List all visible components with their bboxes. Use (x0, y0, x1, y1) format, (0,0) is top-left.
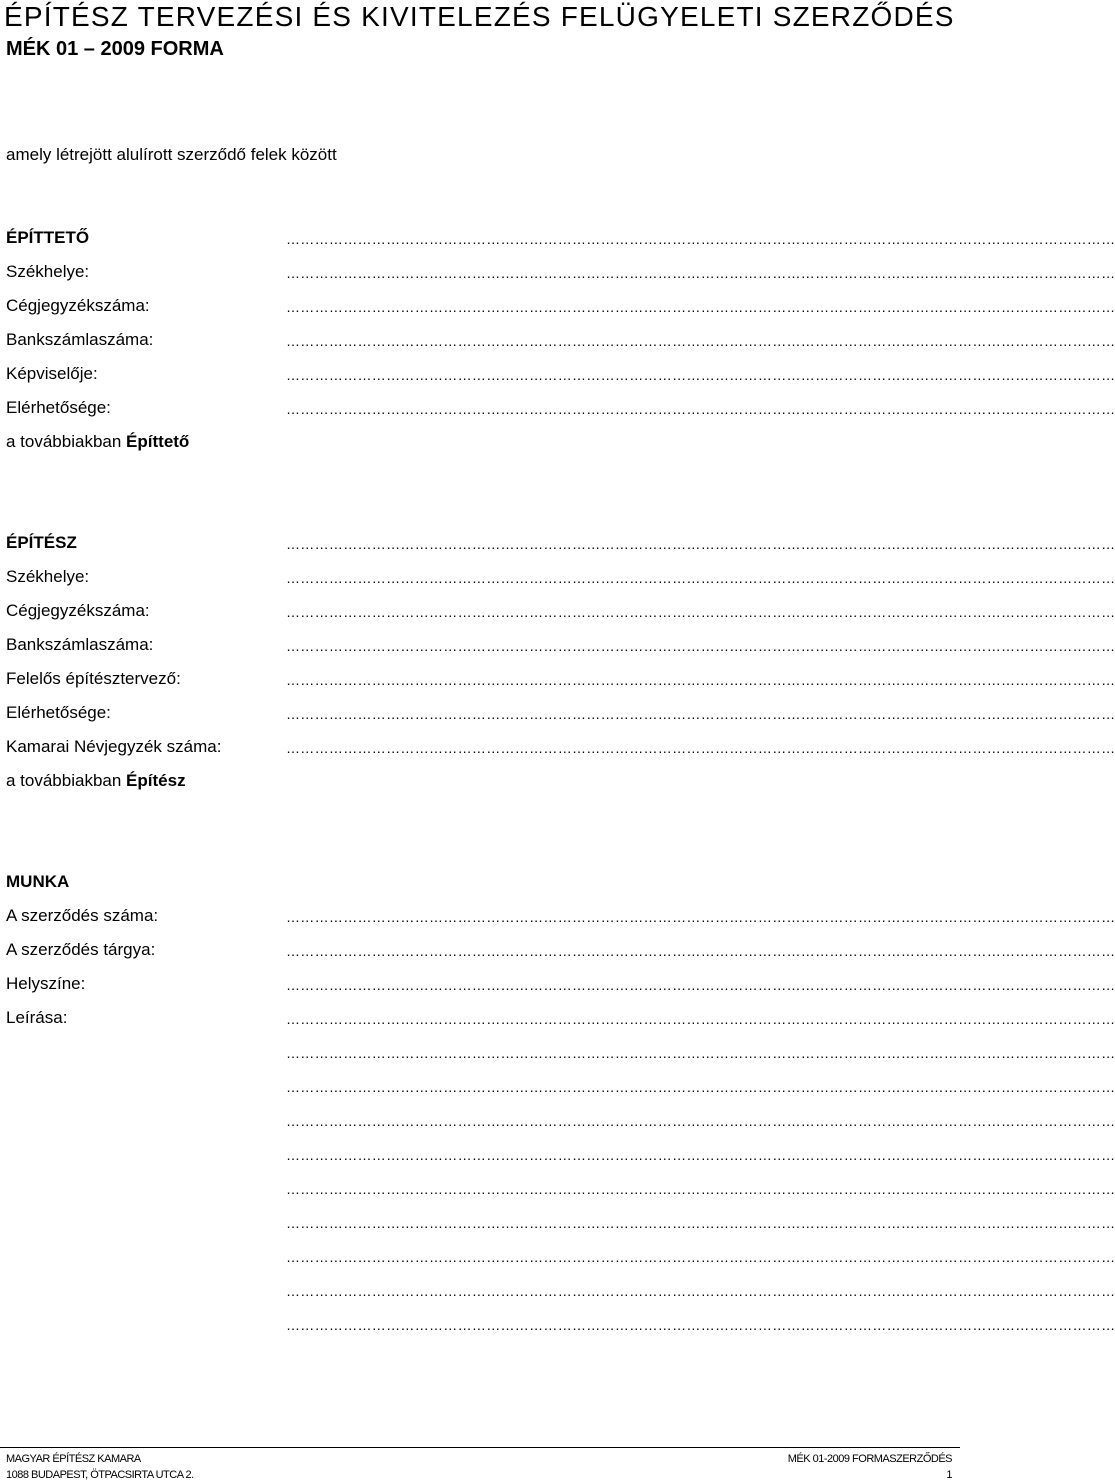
field-row (0, 663, 1115, 697)
field-label: Elérhetősége: (6, 703, 111, 722)
fill-line: ………………………………………………………………………………………………………………………………………………………… (286, 231, 1115, 247)
closing-party-name: Építtető (126, 432, 190, 451)
field-row (0, 256, 1115, 290)
field-row (0, 934, 1115, 968)
field-row (0, 358, 1115, 392)
fill-line: ………………………………………………………………………………………………………………………………………………………… (286, 401, 1115, 417)
closing-row (0, 426, 960, 460)
fill-line: ………………………………………………………………………………………………………………………………………………………… (286, 638, 1115, 654)
epitesz-section (0, 527, 1115, 799)
epitteto-heading-row (0, 222, 1115, 256)
field-label: Képviselője: (6, 364, 98, 383)
field-label: Bankszámlaszáma: (6, 330, 154, 349)
field-label: Bankszámlaszáma: (6, 635, 154, 654)
fill-line: ………………………………………………………………………………………………………………………………………………………… (286, 909, 1115, 925)
fill-line: ………………………………………………………………………………………………………………………………………………………… (286, 367, 1115, 383)
field-row (0, 629, 1115, 663)
closing-text (6, 431, 189, 453)
footer-address: 1088 BUDAPEST, ÖTPACSIRTA UTCA 2. (6, 1469, 194, 1481)
field-label: Leírása: (6, 1008, 68, 1027)
description-line (0, 1138, 1115, 1172)
field-row (0, 968, 1115, 1002)
epitesz-heading: ÉPÍTÉSZ (6, 533, 77, 552)
description-line (0, 1104, 1115, 1138)
fill-line: ………………………………………………………………………………………………………………………………………………………… (286, 1181, 1115, 1197)
document-subtitle: MÉK 01 – 2009 FORMA (6, 38, 224, 60)
epitteto-section (0, 222, 1115, 460)
fill-line: ………………………………………………………………………………………………………………………………………………………… (286, 1045, 1115, 1061)
epitteto-heading: ÉPÍTTETŐ (6, 228, 90, 247)
field-label: Felelős építésztervező: (6, 669, 181, 688)
description-line (0, 1274, 1115, 1308)
description-line (0, 1172, 1115, 1206)
page-number: 1 (946, 1469, 952, 1481)
fill-line: ………………………………………………………………………………………………………………………………………………………… (286, 706, 1115, 722)
fill-line: ………………………………………………………………………………………………………………………………………………………… (286, 1011, 1115, 1027)
field-row (0, 1002, 1115, 1036)
munka-heading-row (0, 866, 960, 900)
field-label: A szerződés tárgya: (6, 940, 156, 959)
fill-line: ………………………………………………………………………………………………………………………………………………………… (286, 299, 1115, 315)
fill-line: ………………………………………………………………………………………………………………………………………………………… (286, 604, 1115, 620)
page-footer (0, 1447, 960, 1483)
fill-line: ………………………………………………………………………………………………………………………………………………………… (286, 333, 1115, 349)
field-label: Székhelye: (6, 262, 90, 281)
description-line (0, 1206, 1115, 1240)
fill-line: ………………………………………………………………………………………………………………………………………………………… (286, 977, 1115, 993)
footer-org: MAGYAR ÉPÍTÉSZ KAMARA (6, 1453, 141, 1465)
field-label: Székhelye: (6, 567, 90, 586)
fill-line: ………………………………………………………………………………………………………………………………………………………… (286, 1317, 1115, 1333)
closing-party-name: Építész (126, 771, 186, 790)
munka-heading: MUNKA (6, 872, 70, 891)
description-line (0, 1036, 1115, 1070)
field-row (0, 324, 1115, 358)
field-row (0, 595, 1115, 629)
field-label: A szerződés száma: (6, 906, 159, 925)
field-row (0, 731, 1115, 765)
closing-prefix: a továbbiakban (6, 771, 127, 790)
field-row (0, 290, 1115, 324)
document-title: ÉPÍTÉSZ TERVEZÉSI ÉS KIVITELEZÉS FELÜGYELETI SZERZŐDÉS (4, 1, 955, 32)
field-label: Cégjegyzékszáma: (6, 296, 150, 315)
closing-text (6, 770, 186, 792)
intro-text: amely létrejött alulírott szerződő felek között (6, 145, 337, 164)
fill-line: ………………………………………………………………………………………………………………………………………………………… (286, 1283, 1115, 1299)
fill-line: ………………………………………………………………………………………………………………………………………………………… (286, 570, 1115, 586)
fill-line: ………………………………………………………………………………………………………………………………………………………… (286, 740, 1115, 756)
munka-section (0, 866, 1115, 1342)
fill-line: ………………………………………………………………………………………………………………………………………………………… (286, 1249, 1115, 1265)
closing-row (0, 765, 960, 799)
fill-line: ………………………………………………………………………………………………………………………………………………………… (286, 1079, 1115, 1095)
field-row (0, 900, 1115, 934)
field-label: Kamarai Névjegyzék száma: (6, 737, 222, 756)
fill-line: ………………………………………………………………………………………………………………………………………………………… (286, 1215, 1115, 1231)
field-row (0, 697, 1115, 731)
field-label: Elérhetősége: (6, 398, 111, 417)
field-row (0, 392, 1115, 426)
footer-form-name: MÉK 01-2009 FORMASZERZŐDÉS (787, 1453, 952, 1465)
description-line (0, 1070, 1115, 1104)
description-line (0, 1240, 1115, 1274)
fill-line: ………………………………………………………………………………………………………………………………………………………… (286, 943, 1115, 959)
field-row (0, 561, 1115, 595)
field-label: Helyszíne: (6, 974, 86, 993)
fill-line: ………………………………………………………………………………………………………………………………………………………… (286, 1147, 1115, 1163)
fill-line: ………………………………………………………………………………………………………………………………………………………… (286, 265, 1115, 281)
fill-line: ………………………………………………………………………………………………………………………………………………………… (286, 672, 1115, 688)
fill-line: ………………………………………………………………………………………………………………………………………………………… (286, 536, 1115, 552)
description-line (0, 1308, 1115, 1342)
epitesz-heading-row (0, 527, 1115, 561)
fill-line: ………………………………………………………………………………………………………………………………………………………… (286, 1113, 1115, 1129)
field-label: Cégjegyzékszáma: (6, 601, 150, 620)
closing-prefix: a továbbiakban (6, 432, 127, 451)
